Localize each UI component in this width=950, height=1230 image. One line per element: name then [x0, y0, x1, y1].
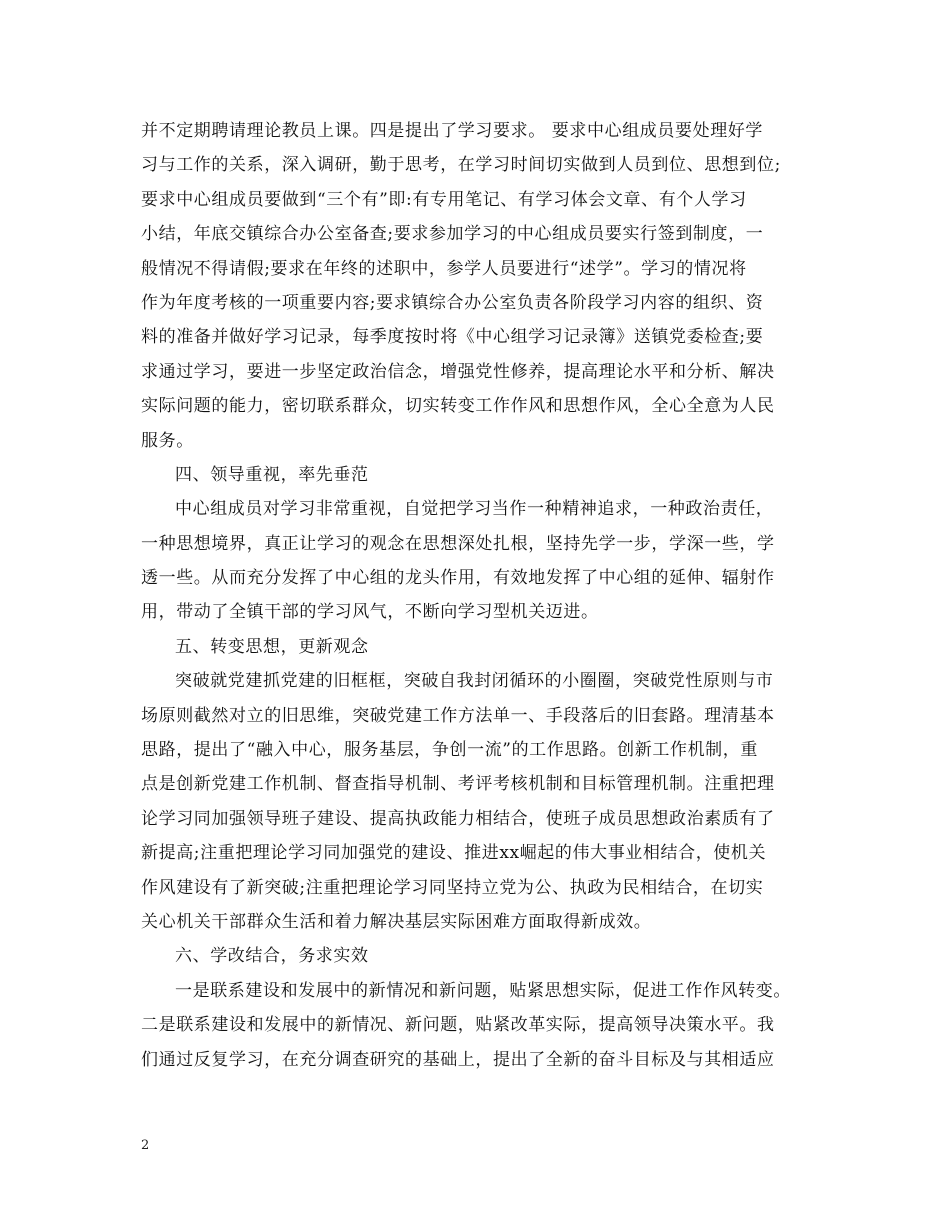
text-line: 并不定期聘请理论教员上课。四是提出了学习要求。 要求中心组成员要处理好学 [141, 121, 764, 141]
text-line: 们通过反复学习，在充分调查研究的基础上，提出了全新的奋斗目标及与其相适应 [141, 1049, 775, 1070]
text-line: 思路，提出了“融入中心，服务基层，争创一流”的工作思路。创新工作机制，重 [141, 740, 758, 761]
text-line: 作为年度考核的一项重要内容;要求镇综合办公室负责各阶段学习内容的组织、资 [141, 292, 764, 313]
text-line: 一种思想境界，真正让学习的观念在思想深处扎根，坚持先学一步，学深一些，学 [141, 533, 775, 554]
document-body [141, 114, 821, 1077]
text-line: 中心组成员对学习非常重视，自觉把学习当作一种精神追求，一种政治责任， [175, 499, 774, 520]
section-heading: 四、领导重视，率先垂范 [175, 464, 369, 485]
text-line: 作风建设有了新突破;注重把理论学习同坚持立党为公、执政为民相结合，在切实 [141, 877, 764, 898]
text-line: 新提高;注重把理论学习同加强党的建设、推进xx崛起的伟大事业相结合，使机关 [141, 843, 767, 864]
text-line: 点是创新党建工作机制、督查指导机制、考评考核机制和目标管理机制。注重把理 [141, 774, 775, 795]
text-line: 透一些。从而充分发挥了中心组的龙头作用，有效地发挥了中心组的延伸、辐射作 [141, 568, 775, 589]
text-line: 服务。 [141, 430, 194, 451]
text-line: 用，带动了全镇干部的学习风气，不断向学习型机关迈进。 [141, 602, 599, 623]
text-line: 小结，年底交镇综合办公室备查;要求参加学习的中心组成员要实行签到制度，一 [141, 224, 764, 245]
text-line: 关心机关干部群众生活和着力解决基层实际困难方面取得新成效。 [141, 911, 652, 932]
section-heading: 五、转变思想，更新观念 [175, 636, 369, 657]
text-line: 论学习同加强领导班子建设、提高执政能力相结合，使班子成员思想政治素质有了 [141, 808, 775, 829]
text-line: 料的准备并做好学习记录，每季度按时将《中心组学习记录簿》送镇党委检查;要 [141, 327, 764, 348]
text-line: 场原则截然对立的旧思维，突破党建工作方法单一、手段落后的旧套路。理清基本 [141, 705, 775, 726]
text-line: 一是联系建设和发展中的新情况和新问题，贴紧思想实际，促进工作作风转变。 [175, 980, 791, 1001]
section-heading: 六、学改结合，务求实效 [175, 946, 369, 967]
text-line: 二是联系建设和发展中的新情况、新问题，贴紧改革实际，提高领导决策水平。我 [141, 1015, 775, 1036]
text-line: 实际问题的能力，密切联系群众，切实转变工作作风和思想作风，全心全意为人民 [141, 396, 775, 417]
page-number: 2 [141, 1138, 150, 1153]
text-line: 习与工作的关系，深入调研，勤于思考，在学习时间切实做到人员到位、思想到位; [141, 155, 781, 176]
text-line: 般情况不得请假;要求在年终的述职中，参学人员要进行“述学”。学习的情况将 [141, 258, 747, 279]
text-line: 突破就党建抓党建的旧框框，突破自我封闭循环的小圈圈，突破党性原则与市 [175, 671, 774, 692]
text-line: 求通过学习，要进一步坚定政治信念，增强党性修养，提高理论水平和分析、解决 [141, 361, 775, 382]
text-line: 要求中心组成员要做到“三个有”即:有专用笔记、有学习体会文章、有个人学习 [141, 189, 747, 210]
